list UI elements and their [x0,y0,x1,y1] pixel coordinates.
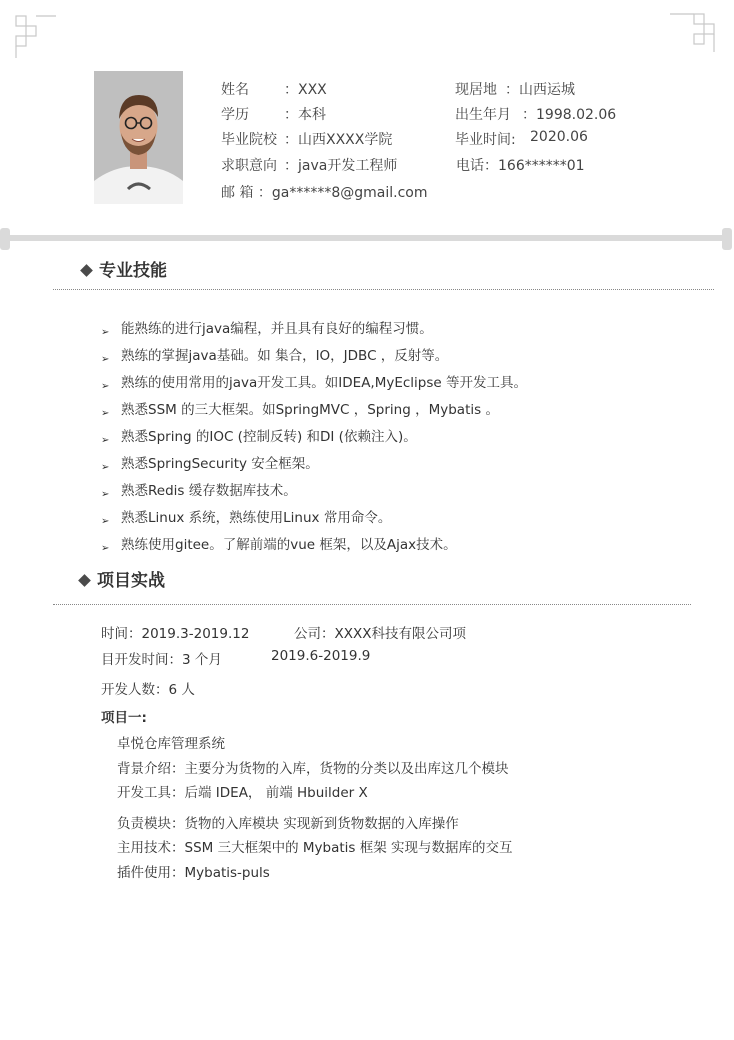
list-item: ➢ 能熟练的进行java编程，并且具有良好的编程习惯。 [101,321,433,338]
arrow-bullet-icon: ➢ [101,516,110,527]
list-item: ➢ 熟悉Redis 缓存数据库技术。 [101,483,297,500]
projects-section-title [80,566,165,591]
arrow-bullet-icon: ➢ [101,381,110,392]
header-divider [6,235,728,241]
corner-ornament-left-icon [14,14,60,60]
avatar-photo [94,71,183,204]
project-time: 时间：2019.3-2019.12 [101,626,250,642]
project-background: 背景介绍：主要分为货物的入库，货物的分类以及出库这几个模块 [117,761,509,777]
arrow-bullet-icon: ➢ [101,408,110,419]
skills-dotted-rule [53,289,714,290]
list-item: ➢ 熟练的使用常用的java开发工具。如IDEA,MyEclipse 等开发工具。 [101,375,528,392]
diamond-bullet-icon [80,264,93,277]
skills-title-text: 专业技能 [99,261,167,281]
diamond-bullet-icon [78,574,91,587]
phone-text: 电话：166******01 [456,158,585,174]
arrow-bullet-icon: ➢ [101,462,110,473]
school-label: 毕业院校 [221,132,277,148]
arrow-bullet-icon: ➢ [101,435,110,446]
divider-left-cap [0,228,10,250]
graduation-value: 2020.06 [530,129,588,145]
project-dev-time: 目开发时间：3 个月 [101,652,222,668]
school-value: ：山西XXXX学院 [284,132,393,148]
project-module: 负责模块：货物的入库模块 实现新到货物数据的入库操作 [117,816,459,832]
graduation-label: 毕业时间: [455,132,516,148]
education-label: 学历 [221,107,249,123]
project-label: 项目一: [101,710,147,726]
project-tools: 开发工具：后端 IDEA， 前端 Hbuilder X [117,785,368,801]
projects-title-text: 项目实战 [97,571,165,591]
residence-label: 现居地 [455,82,497,98]
name-value: ：XXX [284,82,327,98]
arrow-bullet-icon: ➢ [101,354,110,365]
project-name: 卓悦仓库管理系统 [117,736,225,752]
projects-dotted-rule [53,604,691,605]
list-item: ➢ 熟练的掌握java基础。如 集合，IO，JDBC ，反射等。 [101,348,449,365]
intent-label: 求职意向 [221,158,277,174]
residence-value: ：山西运城 [505,82,575,98]
birth-value: ：1998.02.06 [522,107,617,123]
birth-label: 出生年月 [455,107,511,123]
project-people: 开发人数：6 人 [101,682,195,698]
project-company: 公司：XXXX科技有限公司项 [294,626,466,642]
list-item: ➢ 熟悉SSM 的三大框架。如SpringMVC ，Spring ，Mybatis 。 [101,402,499,419]
project-dev-range: 2019.6-2019.9 [271,648,371,664]
arrow-bullet-icon: ➢ [101,489,110,500]
project-plugin: 插件使用：Mybatis-puls [117,865,270,881]
skills-section-title [82,256,167,281]
list-item: ➢ 熟悉Spring 的IOC (控制反转) 和DI (依赖注入)。 [101,429,417,446]
divider-right-cap [722,228,732,250]
corner-ornament-right-icon [668,10,718,56]
education-value: ：本科 [284,107,326,123]
arrow-bullet-icon: ➢ [101,543,110,554]
name-label: 姓名 [221,82,249,98]
arrow-bullet-icon: ➢ [101,327,110,338]
list-item: ➢ 熟悉SpringSecurity 安全框架。 [101,456,319,473]
intent-value: ：java开发工程师 [284,158,398,174]
list-item: ➢ 熟悉Linux 系统，熟练使用Linux 常用命令。 [101,510,392,527]
project-tech: 主用技术：SSM 三大框架中的 Mybatis 框架 实现与数据库的交互 [117,840,513,856]
list-item: ➢ 熟练使用gitee。了解前端的vue 框架，以及Ajax技术。 [101,537,457,554]
person-portrait-icon [94,71,183,204]
email-text: 邮 箱 ：ga******8@gmail.com [221,185,428,201]
